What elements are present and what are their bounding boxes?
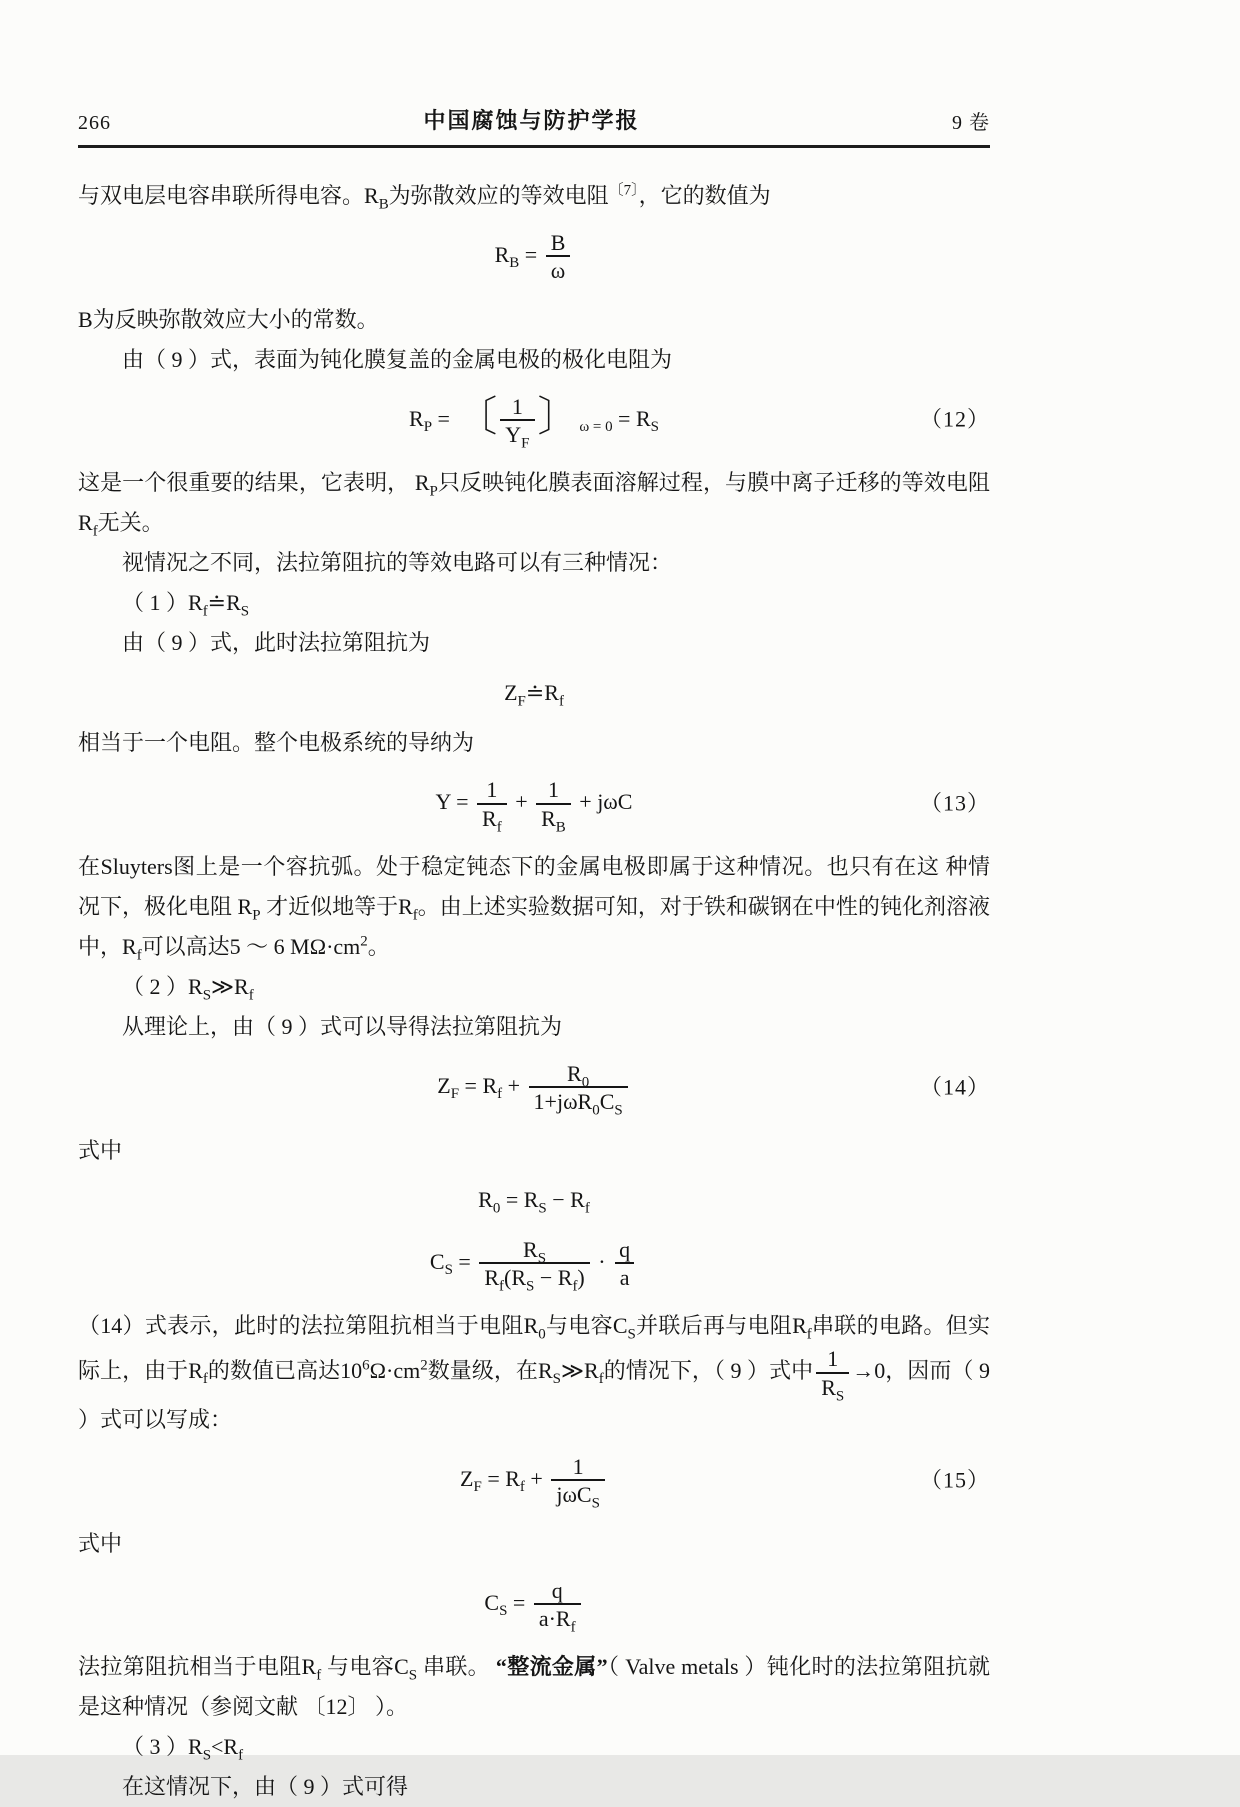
paragraph-shizhong-1: 式中 — [78, 1137, 123, 1163]
formula-body: $C_S$ = $\frac{q}{a\cdot R_f}$ — [484, 1578, 583, 1632]
paragraph-admittance: 相当于一个电阻。整个电极系统的导纳为 — [78, 730, 475, 756]
paragraph-case3-intro: 在这情况下，由（ 9 ）式可得 — [122, 1774, 409, 1800]
paragraph-shizhong-2: 式中 — [78, 1530, 123, 1556]
formula-body: Y = $\frac{1}{R_f}$ + $\frac{1}{R_B}$ + jωC — [435, 777, 633, 836]
formula-eq15 — [78, 1448, 990, 1514]
page-header — [78, 104, 990, 148]
paragraph-eq9-polarization: 由（ 9 ）式，表面为钝化膜复盖的金属电极的极化电阻为 — [122, 346, 673, 372]
formula-body: $Z_F = R_f$ + $\frac{R_0}{1+j\omega R_0C_S}$ — [437, 1061, 630, 1115]
formula-body: $Z_F = R_f$ + $\frac{1}{j\omega C_S}$ — [460, 1454, 608, 1508]
formula-rb — [78, 224, 990, 290]
paragraph-case1-impedance: 由（ 9 ）式，此时法拉第阻抗为 — [122, 630, 431, 656]
paragraph-valve-metals: 法拉第阻抗相当于电阻$R_f$ 与电容$C_S$ 串联。 “整流金属”（ Valve metals ）钝化时的法拉第阻抗就是这种情况（参阅文献 〔12〕 ）。 — [78, 1654, 990, 1720]
equation-number: （13） — [919, 790, 990, 816]
formula-eq13 — [78, 771, 990, 837]
paragraph-intro-rb: 与双电层电容串联所得电容。$R_B$为弥散效应的等效电阻$^{〔7〕}$，它的数值为 — [78, 182, 771, 213]
formula-zf-rf — [78, 671, 990, 713]
paragraph-sluyters: 在Sluyters图上是一个容抗弧。处于稳定钝态下的金属电极即属于这种情况。也只有在这 种情况下，极化电阻 $R_P$ 才近似地等于$R_f$。由上述实验数据可知，对于铁和碳钢在中性的钝化剂溶液中，$R_f$可以高达5 ～ 6 $M\Omega\cdot cm^2$。 — [78, 854, 990, 964]
formula-eq12 — [78, 388, 990, 454]
formula-body: $Z_F≐R_f$ — [504, 679, 564, 710]
formula-body: $R_B$ = $\frac{B}{\omega}$ — [495, 230, 574, 284]
formula-body: $R_P$ = 〔 $\frac{1}{Y_F}$ 〕$_{\omega = 0} = R_S$ — [409, 393, 659, 452]
page-number: 266 — [78, 112, 111, 134]
formula-eq14 — [78, 1055, 990, 1121]
paragraph-case2: （ 2 ）$R_S≫R_f$ — [122, 974, 254, 1004]
formula-cs-simple — [78, 1572, 990, 1638]
formula-body: $R_0 = R_S - R_f$ — [478, 1187, 590, 1217]
paragraph-important-result: 这是一个很重要的结果，它表明， $R_P$只反映钝化膜表面溶解过程，与膜中离子迁移的等效电阻$R_f$无关。 — [78, 470, 990, 540]
paragraph-case1: （ 1 ）$R_f≐R_S$ — [122, 590, 250, 620]
equation-number: （12） — [919, 407, 990, 433]
equation-number: （15） — [919, 1467, 990, 1493]
page-body — [78, 176, 990, 1807]
volume-label: 9 卷 — [951, 112, 990, 134]
formula-cs-full — [78, 1231, 990, 1297]
paragraph-eq14-explanation: （14）式表示，此时的法拉第阻抗相当于电阻$R_0$与电容$C_S$并联后再与电阻$R_f$串联的电路。但实际上，由于$R_f$的数值已高达$10^6\Omega\cdot cm^2$数量级，在$R_S≫R_f$的情况下，（ 9 ）式中 $\frac{1}{R_S}$ →0，因而（ 9 ）式可以写成： — [78, 1313, 990, 1433]
journal-title: 中国腐蚀与防护学报 — [423, 108, 640, 133]
paragraph-case3: （ 3 ）$R_S<R_f$ — [122, 1734, 244, 1764]
paragraph-b-constant: B为反映弥散效应大小的常数。 — [78, 306, 379, 332]
formula-body: $C_S$ = $\frac{R_S}{R_f(R_S - R_f)}$ · $\frac{q}{a}$ — [430, 1237, 638, 1291]
equation-number: （14） — [919, 1074, 990, 1100]
formula-r0 — [78, 1179, 990, 1221]
paragraph-case2-theory: 从理论上，由（ 9 ）式可以导得法拉第阻抗为 — [122, 1014, 563, 1040]
paragraph-three-cases: 视情况之不同，法拉第阻抗的等效电路可以有三种情况： — [122, 550, 673, 576]
